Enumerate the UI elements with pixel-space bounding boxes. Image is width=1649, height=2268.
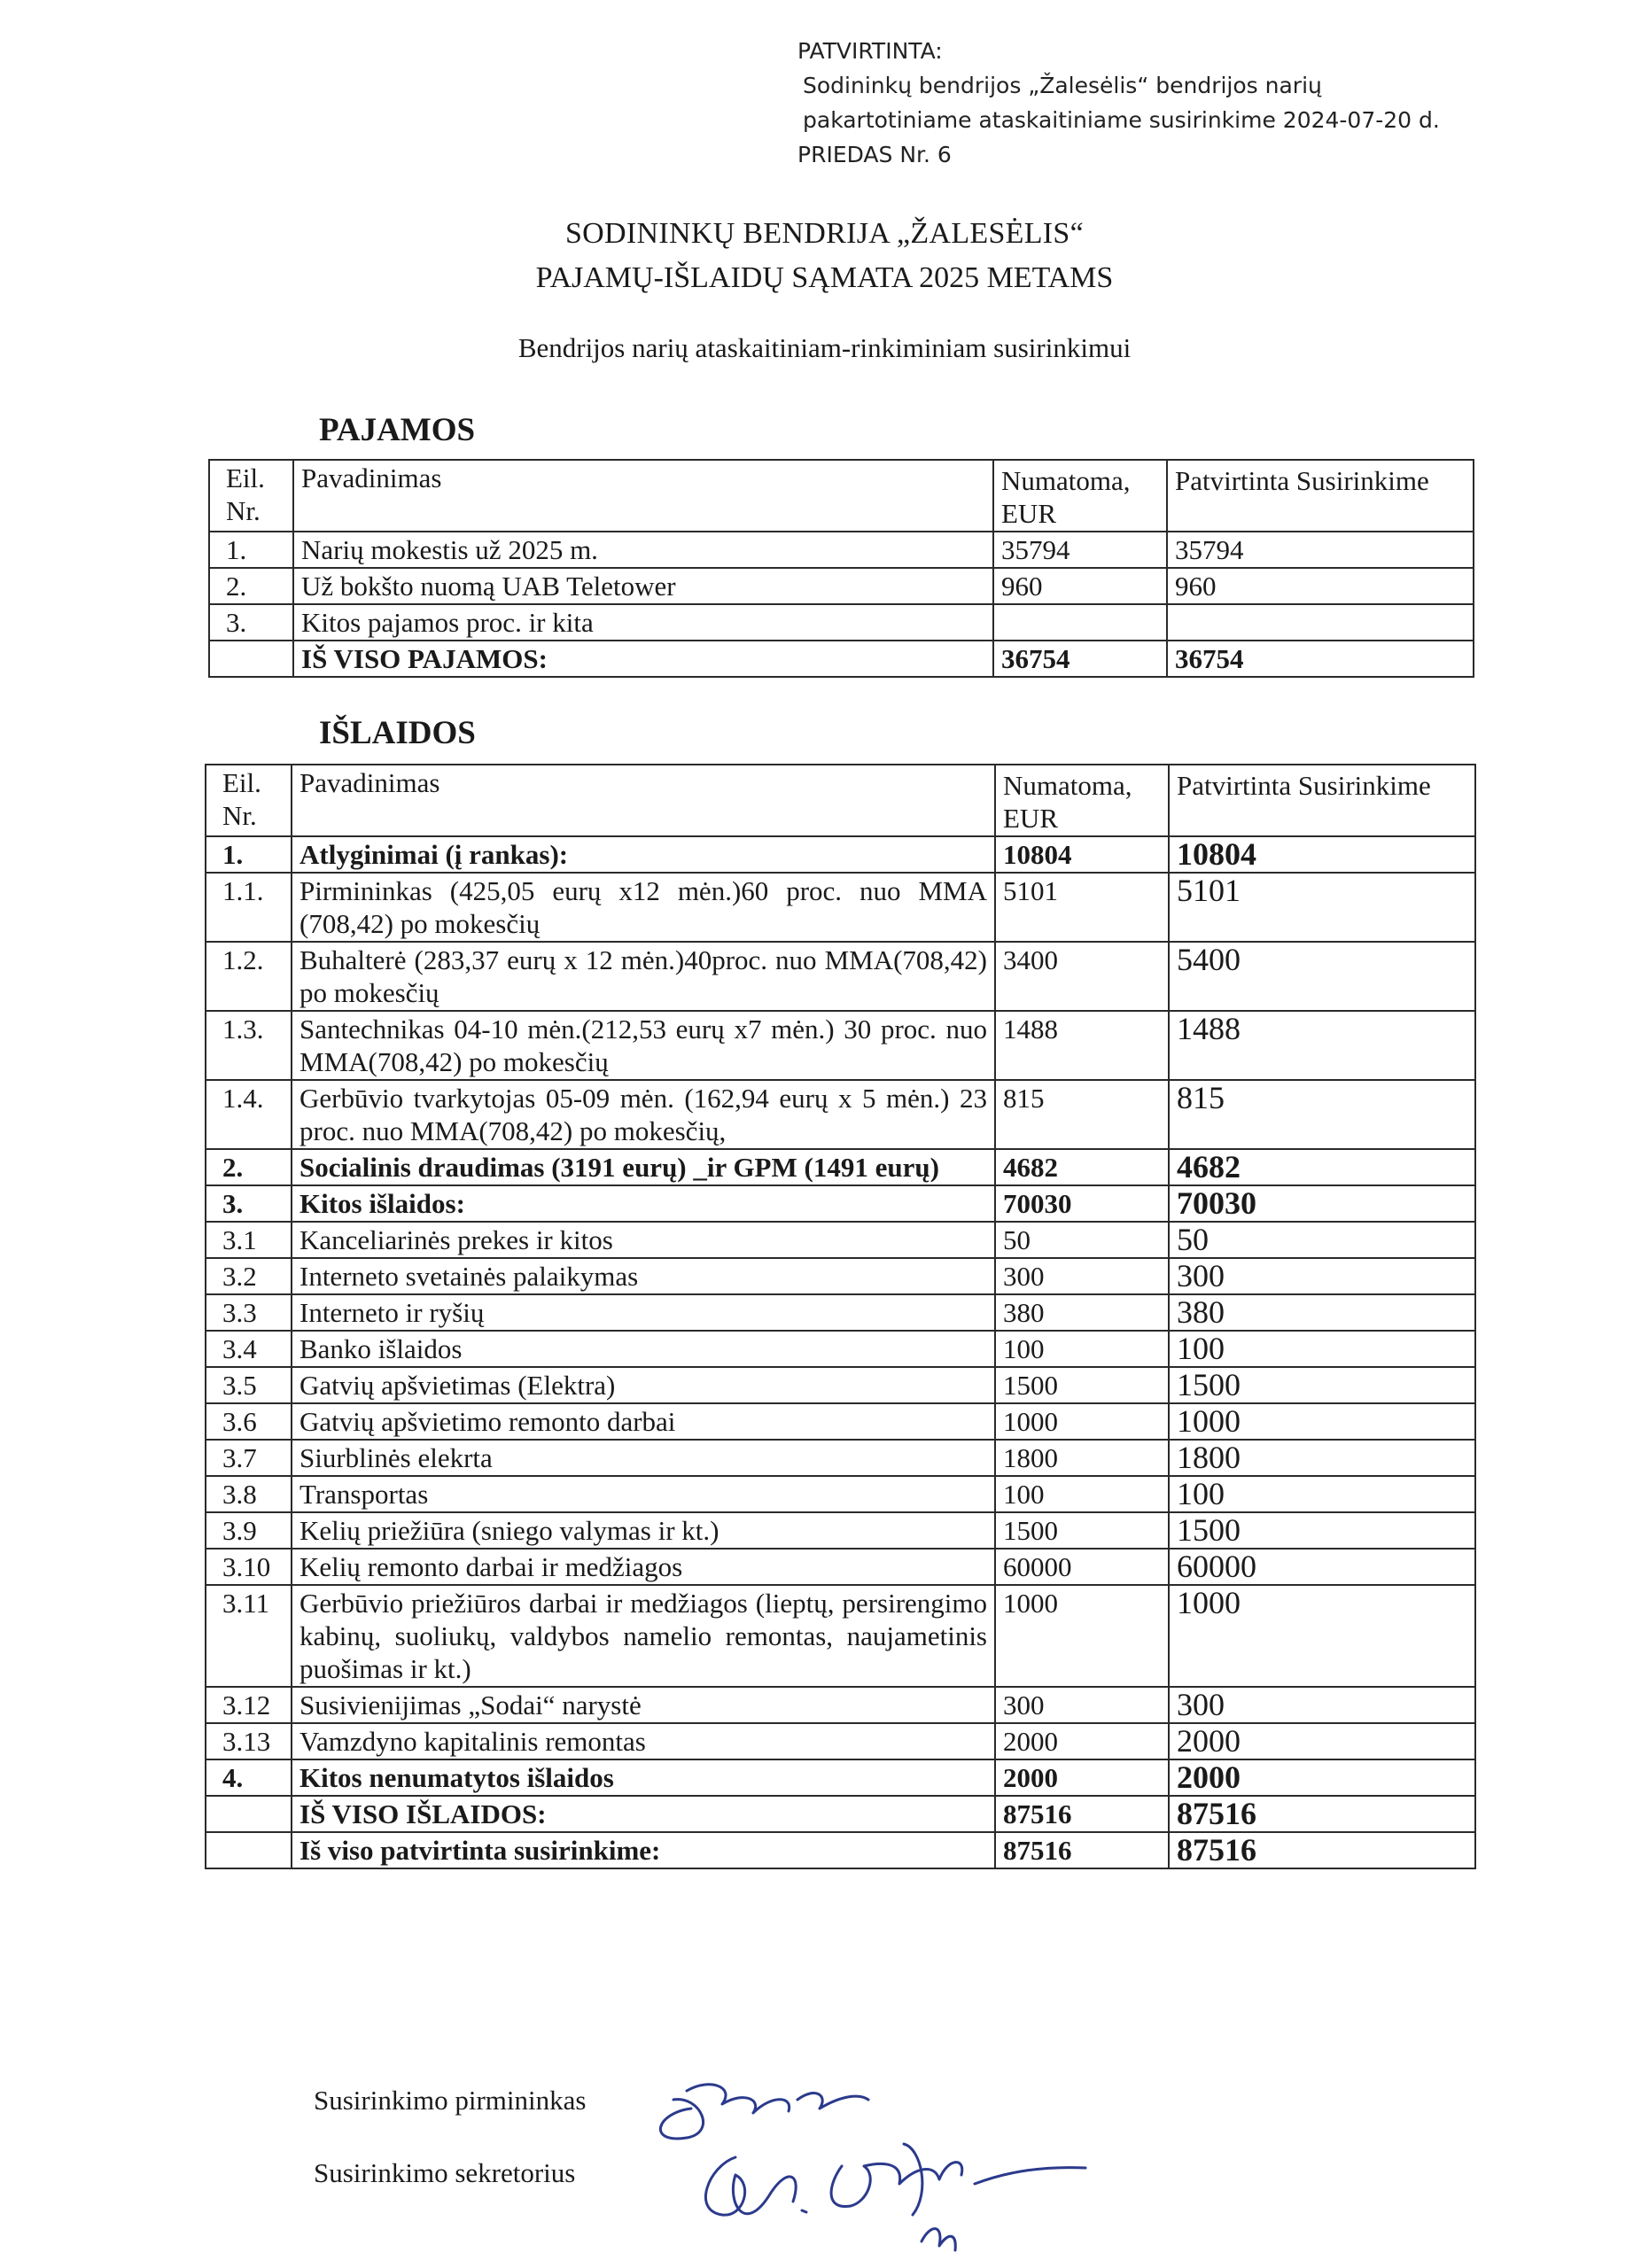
- row-planned-value: 300: [995, 1258, 1169, 1294]
- row-planned-value: 3400: [995, 942, 1169, 1011]
- table-row: [206, 1512, 1475, 1549]
- row-number: 3.9: [206, 1512, 292, 1549]
- approval-label: PATVIRTINTA:: [797, 38, 943, 64]
- row-planned-value: 960: [993, 568, 1167, 604]
- row-number: 1.4.: [206, 1080, 292, 1149]
- table-row: [206, 1331, 1475, 1367]
- row-name: Interneto svetainės palaikymas: [292, 1258, 995, 1294]
- row-name: Siurblinės elekrta: [292, 1440, 995, 1476]
- row-approved-value: 87516: [1169, 1796, 1475, 1832]
- row-name: Vamzdyno kapitalinis remontas: [292, 1723, 995, 1759]
- row-planned-value: 815: [995, 1080, 1169, 1149]
- row-name: Pirmininkas (425,05 eurų x12 mėn.)60 proc. nuo MMA (708,42) po mokesčių: [292, 873, 995, 942]
- table-header-row: [206, 765, 1475, 836]
- row-name: Narių mokestis už 2025 m.: [293, 532, 993, 568]
- row-approved-value: 1488: [1169, 1011, 1475, 1080]
- row-name: Santechnikas 04-10 mėn.(212,53 eurų x7 mėn.) 30 proc. nuo MMA(708,42) po mokesčių: [292, 1011, 995, 1080]
- column-header-planned: Numatoma, EUR: [993, 460, 1167, 532]
- row-name: Kelių priežiūra (sniego valymas ir kt.): [292, 1512, 995, 1549]
- row-approved-value: 35794: [1167, 532, 1474, 568]
- table-row: [206, 1080, 1475, 1149]
- appendix-label: PRIEDAS Nr. 6: [797, 142, 952, 167]
- approval-block: [797, 34, 1595, 172]
- row-planned-value: 70030: [995, 1185, 1169, 1222]
- table-row: [206, 1011, 1475, 1080]
- chair-signature-label: Susirinkimo pirmininkas: [314, 2085, 587, 2116]
- expenses-section-title: IŠLAIDOS: [319, 715, 476, 751]
- row-number: 3.10: [206, 1549, 292, 1585]
- row-name: Kitos nenumatytos išlaidos: [292, 1759, 995, 1796]
- row-approved-value: 10804: [1169, 836, 1475, 873]
- table-row: [206, 1549, 1475, 1585]
- table-header-row: [209, 460, 1474, 532]
- row-planned-value: 10804: [995, 836, 1169, 873]
- table-row: [206, 873, 1475, 942]
- row-approved-value: 380: [1169, 1294, 1475, 1331]
- row-planned-value: 60000: [995, 1549, 1169, 1585]
- row-approved-value: 960: [1167, 568, 1474, 604]
- row-approved-value: 5400: [1169, 942, 1475, 1011]
- column-header-nr: Eil. Nr.: [209, 460, 293, 532]
- row-approved-value: 1000: [1169, 1403, 1475, 1440]
- row-planned-value: 87516: [995, 1796, 1169, 1832]
- row-number: 1.: [206, 836, 292, 873]
- table-row: [206, 1440, 1475, 1476]
- row-approved-value: 815: [1169, 1080, 1475, 1149]
- row-approved-value: 100: [1169, 1476, 1475, 1512]
- row-planned-value: 1000: [995, 1585, 1169, 1687]
- row-name: Kitos pajamos proc. ir kita: [293, 604, 993, 641]
- row-name: Už bokšto nuomą UAB Teletower: [293, 568, 993, 604]
- table-row: [209, 568, 1474, 604]
- column-header-planned: Numatoma, EUR: [995, 765, 1169, 836]
- table-row: [206, 1294, 1475, 1331]
- row-name: Transportas: [292, 1476, 995, 1512]
- organization-name: SODININKŲ BENDRIJA „ŽALESĖLIS“: [564, 217, 1085, 250]
- expenses-table: [205, 764, 1476, 1869]
- row-number: 3.2: [206, 1258, 292, 1294]
- document-subtitle: Bendrijos narių ataskaitiniam-rinkiminiam susirinkimui: [517, 332, 1132, 363]
- row-approved-value: 1500: [1169, 1367, 1475, 1403]
- row-approved-value: 100: [1169, 1331, 1475, 1367]
- row-planned-value: 2000: [995, 1759, 1169, 1796]
- row-number: [206, 1832, 292, 1868]
- row-planned-value: 50: [995, 1222, 1169, 1258]
- table-row: [206, 1367, 1475, 1403]
- column-header-name: Pavadinimas: [292, 765, 995, 836]
- row-approved-value: 36754: [1167, 641, 1474, 677]
- row-number: 3.3: [206, 1294, 292, 1331]
- row-number: 3.13: [206, 1723, 292, 1759]
- table-row: [206, 1149, 1475, 1185]
- row-planned-value: [993, 604, 1167, 641]
- row-planned-value: 100: [995, 1331, 1169, 1367]
- row-number: 3.4: [206, 1331, 292, 1367]
- income-table: [208, 459, 1474, 678]
- row-approved-value: 50: [1169, 1222, 1475, 1258]
- row-planned-value: 87516: [995, 1832, 1169, 1868]
- row-name: Gerbūvio tvarkytojas 05-09 mėn. (162,94 eurų x 5 mėn.) 23 proc. nuo MMA(708,42) po mokesčių,: [292, 1080, 995, 1149]
- row-planned-value: 1488: [995, 1011, 1169, 1080]
- row-name: IŠ VISO IŠLAIDOS:: [292, 1796, 995, 1832]
- row-name: IŠ VISO PAJAMOS:: [293, 641, 993, 677]
- row-approved-value: 60000: [1169, 1549, 1475, 1585]
- row-number: 3.1: [206, 1222, 292, 1258]
- row-number: 3.: [206, 1185, 292, 1222]
- row-approved-value: 2000: [1169, 1759, 1475, 1796]
- row-number: 3.5: [206, 1367, 292, 1403]
- row-number: 3.8: [206, 1476, 292, 1512]
- row-number: 2.: [209, 568, 293, 604]
- column-header-name: Pavadinimas: [293, 460, 993, 532]
- row-name: Kelių remonto darbai ir medžiagos: [292, 1549, 995, 1585]
- row-planned-value: 36754: [993, 641, 1167, 677]
- row-name: Interneto ir ryšių: [292, 1294, 995, 1331]
- row-approved-value: 70030: [1169, 1185, 1475, 1222]
- row-number: 1.: [209, 532, 293, 568]
- row-number: 1.1.: [206, 873, 292, 942]
- row-number: [206, 1796, 292, 1832]
- row-approved-value: 4682: [1169, 1149, 1475, 1185]
- row-approved-value: [1167, 604, 1474, 641]
- row-number: 3.11: [206, 1585, 292, 1687]
- row-planned-value: 100: [995, 1476, 1169, 1512]
- row-approved-value: 300: [1169, 1258, 1475, 1294]
- row-planned-value: 1000: [995, 1403, 1169, 1440]
- document-title: PAJAMŲ-IŠLAIDŲ SĄMATA 2025 METAMS: [535, 261, 1114, 294]
- row-number: [209, 641, 293, 677]
- row-approved-value: 5101: [1169, 873, 1475, 942]
- column-header-approved: Patvirtinta Susirinkime: [1167, 460, 1474, 532]
- approval-line: pakartotiniame ataskaitiniame susirinkime 2024-07-20 d.: [803, 107, 1440, 133]
- row-name: Kitos išlaidos:: [292, 1185, 995, 1222]
- column-header-nr: Eil. Nr.: [206, 765, 292, 836]
- table-row: [206, 1476, 1475, 1512]
- row-number: 3.12: [206, 1687, 292, 1723]
- expenses-total-row: [206, 1796, 1475, 1832]
- row-number: 3.: [209, 604, 293, 641]
- row-name: Iš viso patvirtinta susirinkime:: [292, 1832, 995, 1868]
- table-row: [206, 1403, 1475, 1440]
- table-row: [206, 1585, 1475, 1687]
- table-row: [206, 1687, 1475, 1723]
- row-planned-value: 1500: [995, 1367, 1169, 1403]
- row-name: Atlyginimai (į rankas):: [292, 836, 995, 873]
- row-number: 3.7: [206, 1440, 292, 1476]
- income-section-title: PAJAMOS: [319, 412, 476, 448]
- table-row: [209, 532, 1474, 568]
- row-number: 1.2.: [206, 942, 292, 1011]
- income-total-row: [209, 641, 1474, 677]
- handwritten-signatures: [638, 2060, 1099, 2264]
- table-row: [206, 1185, 1475, 1222]
- row-name: Gerbūvio priežiūros darbai ir medžiagos (lieptų, persirengimo kabinų, suoliukų, valdybos namelio remontas, naujametinis puošimas ir kt.): [292, 1585, 995, 1687]
- table-row: [206, 1258, 1475, 1294]
- table-row: [206, 836, 1475, 873]
- table-row: [206, 942, 1475, 1011]
- row-approved-value: 87516: [1169, 1832, 1475, 1868]
- row-name: Susivienijimas „Sodai“ narystė: [292, 1687, 995, 1723]
- row-planned-value: 380: [995, 1294, 1169, 1331]
- row-planned-value: 300: [995, 1687, 1169, 1723]
- row-planned-value: 2000: [995, 1723, 1169, 1759]
- approval-line: Sodininkų bendrijos „Žalesėlis“ bendrijos narių: [803, 73, 1322, 98]
- row-approved-value: 1000: [1169, 1585, 1475, 1687]
- table-row: [206, 1723, 1475, 1759]
- row-name: Socialinis draudimas (3191 eurų) _ir GPM (1491 eurų): [292, 1149, 995, 1185]
- table-row: [206, 1759, 1475, 1796]
- row-number: 2.: [206, 1149, 292, 1185]
- row-name: Gatvių apšvietimas (Elektra): [292, 1367, 995, 1403]
- row-planned-value: 4682: [995, 1149, 1169, 1185]
- row-number: 1.3.: [206, 1011, 292, 1080]
- row-name: Kanceliarinės prekes ir kitos: [292, 1222, 995, 1258]
- row-planned-value: 35794: [993, 532, 1167, 568]
- row-number: 3.6: [206, 1403, 292, 1440]
- row-number: 4.: [206, 1759, 292, 1796]
- approved-total-row: [206, 1832, 1475, 1868]
- table-row: [206, 1222, 1475, 1258]
- row-planned-value: 1800: [995, 1440, 1169, 1476]
- row-name: Gatvių apšvietimo remonto darbai: [292, 1403, 995, 1440]
- secretary-signature-label: Susirinkimo sekretorius: [314, 2157, 576, 2188]
- row-planned-value: 5101: [995, 873, 1169, 942]
- row-name: Buhalterė (283,37 eurų x 12 mėn.)40proc. nuo MMA(708,42) po mokesčių: [292, 942, 995, 1011]
- column-header-approved: Patvirtinta Susirinkime: [1169, 765, 1475, 836]
- row-planned-value: 1500: [995, 1512, 1169, 1549]
- row-approved-value: 300: [1169, 1687, 1475, 1723]
- table-row: [209, 604, 1474, 641]
- row-approved-value: 1500: [1169, 1512, 1475, 1549]
- row-approved-value: 2000: [1169, 1723, 1475, 1759]
- row-approved-value: 1800: [1169, 1440, 1475, 1476]
- row-name: Banko išlaidos: [292, 1331, 995, 1367]
